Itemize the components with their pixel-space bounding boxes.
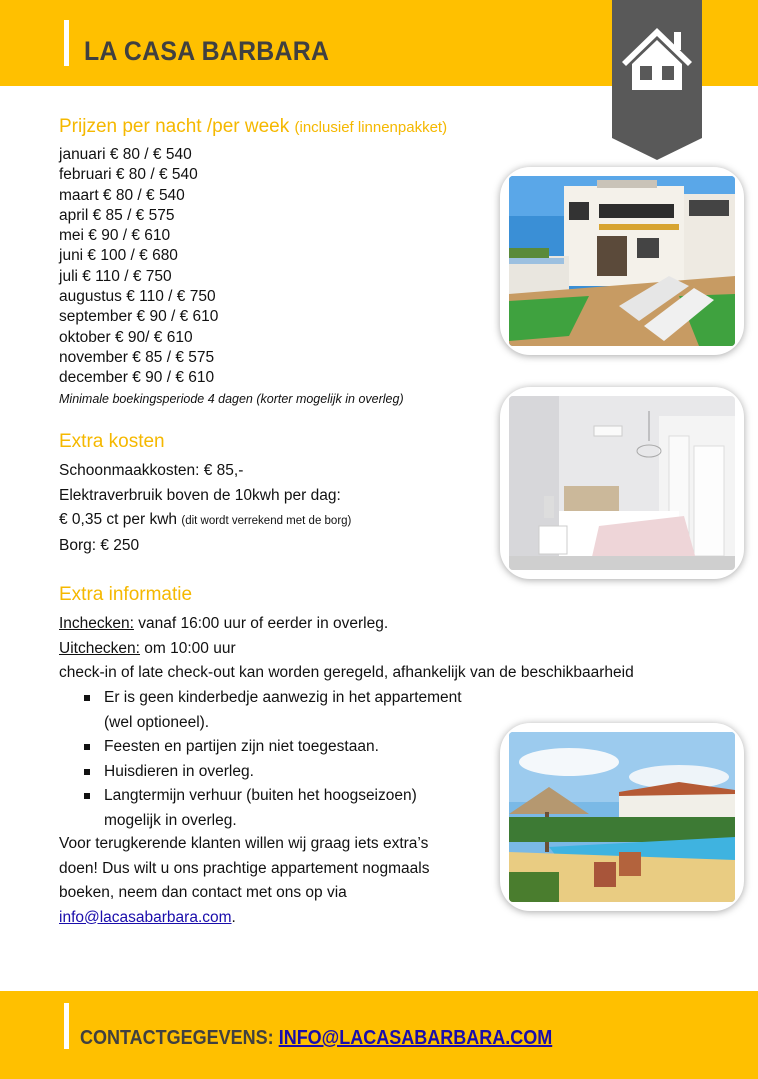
footer-band (0, 991, 758, 1079)
checkout-line (59, 637, 634, 662)
price-line: september € 90 / € 610 (59, 308, 219, 326)
prices-heading (59, 116, 447, 138)
check-times (59, 612, 634, 686)
price-line: december € 90 / € 610 (59, 369, 215, 387)
price-line: januari € 80 / € 540 (59, 146, 192, 163)
price-line: oktober € 90/ € 610 (59, 328, 193, 346)
electricity-cost: Elektraverbruik boven de 10kwh per dag: (59, 486, 341, 504)
price-line: juni € 100 / € 680 (59, 247, 178, 265)
email-link[interactable]: info@lacasabarbara.com (59, 908, 232, 926)
prices-subtitle: (inclusief linnenpakket) (294, 119, 448, 136)
price-line: februari € 80 / € 540 (59, 166, 198, 184)
rate-note: (dit wordt verrekend met de borg) (181, 515, 352, 527)
price-line: juli € 110 / € 750 (59, 267, 172, 285)
list-item: Er is geen kinderbedje aanwezig in het appartement (wel optioneel). (80, 686, 464, 735)
rate-value: € 0,35 ct per kwh (59, 511, 178, 528)
bedroom-photo (500, 387, 744, 579)
ribbon-badge (612, 0, 702, 160)
price-line: maart € 80 / € 540 (59, 186, 185, 204)
list-item: Huisdieren in overleg. (80, 760, 464, 785)
checkout-label: Uitchecken: (59, 639, 140, 657)
closing-period: . (231, 908, 236, 926)
deposit: Borg: € 250 (59, 536, 140, 554)
prices-title: Prijzen per nacht /per week (59, 116, 290, 137)
list-item: Feesten en partijen zijn niet toegestaan. (80, 735, 464, 760)
electricity-rate (59, 508, 351, 534)
cleaning-cost: Schoonmaakkosten: € 85,- (59, 462, 244, 479)
checkout-value: om 10:00 uur (139, 639, 236, 657)
checkin-line (59, 612, 634, 637)
closing-text: Voor terugkerende klanten willen wij graag iets extra’s doen! Dus wilt u ons prachtige appartement nogmaals boeken, neem dan contact met ons op via (59, 835, 430, 901)
house-rules-list (80, 686, 464, 833)
price-line: mei € 90 / € 610 (59, 227, 171, 245)
price-line: november € 85 / € 575 (59, 348, 215, 366)
list-item: Langtermijn verhuur (buiten het hoogseizoen) mogelijk in overleg. (80, 784, 454, 833)
footer-accent-bar (64, 1003, 69, 1049)
price-line: april € 85 / € 575 (59, 206, 175, 224)
exterior-photo (500, 167, 744, 355)
contact-line (80, 1027, 552, 1050)
page-title: LA CASA BARBARA (84, 36, 330, 66)
extra-costs-heading: Extra kosten (59, 431, 165, 452)
extra-costs-list (59, 459, 351, 558)
price-line: augustus € 110 / € 750 (59, 288, 216, 306)
flexible-checkin-note: check-in of late check-out kan worden geregeld, afhankelijk van de beschikbaarheid (59, 664, 634, 681)
minimum-stay-note: Minimale boekingsperiode 4 dagen (korter mogelijk in overleg) (59, 392, 404, 406)
footer-email-link[interactable]: INFO@LACASABARBARA.COM (278, 1027, 553, 1049)
pool-photo (500, 723, 744, 911)
checkin-label: Inchecken: (59, 615, 134, 632)
contact-label: CONTACTGEGEVENS: (80, 1027, 274, 1049)
header-accent-bar (64, 20, 69, 66)
checkin-value: vanaf 16:00 uur of eerder in overleg. (133, 615, 389, 632)
returning-guests-text (59, 832, 459, 930)
price-list (59, 145, 218, 389)
extra-info-heading: Extra informatie (59, 584, 193, 605)
